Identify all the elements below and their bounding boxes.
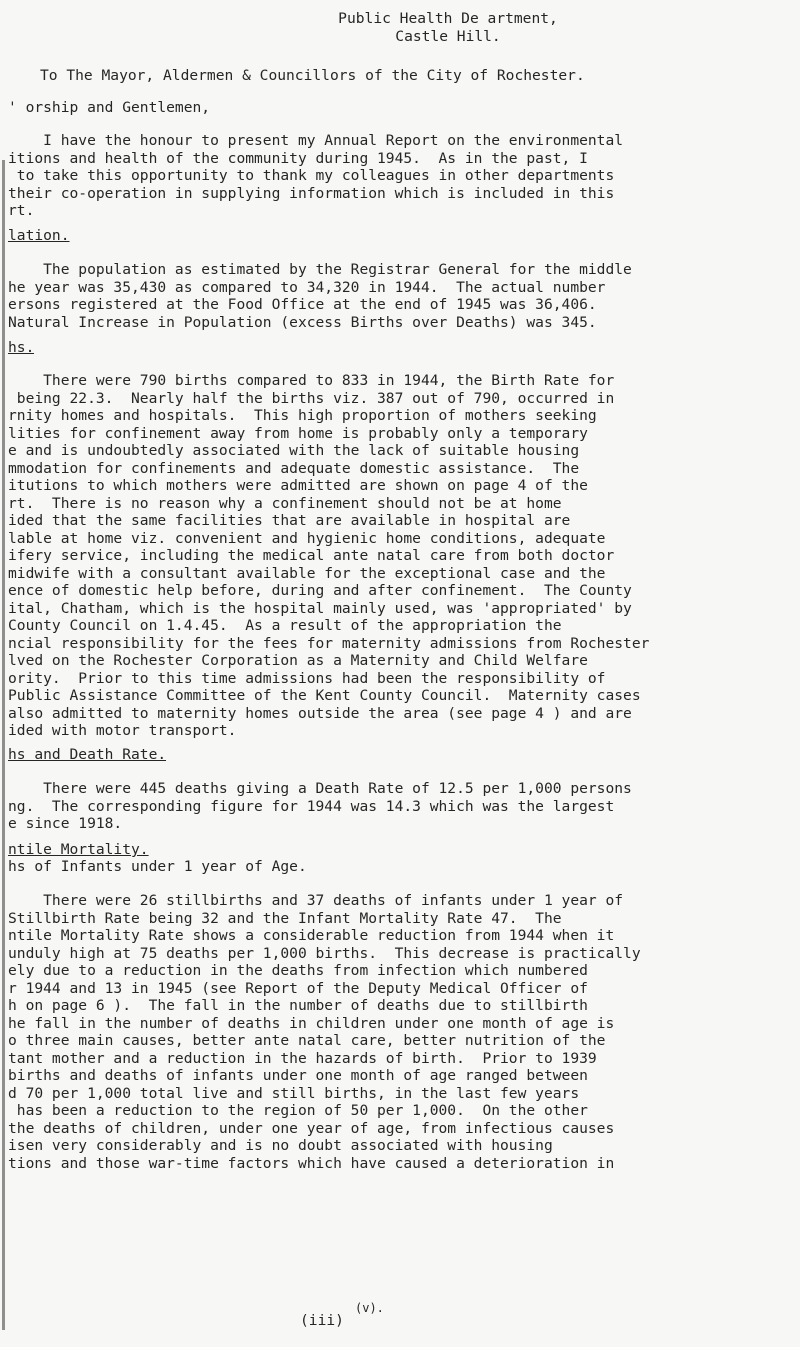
- text-line: ncial responsibility for the fees for maternity admissions from Rochester: [8, 634, 650, 652]
- text-line: rt. There is no reason why a confinement should not be at home: [8, 494, 562, 512]
- text-line: lities for confinement away from home is probably only a temporary: [8, 424, 588, 442]
- text-line: I have the honour to present my Annual Report on the environmental: [8, 132, 624, 149]
- text-line: ital, Chatham, which is the hospital mainly used, was 'appropriated' by: [8, 599, 632, 617]
- text-line: births and deaths of infants under one month of age ranged between: [8, 1067, 588, 1084]
- text-line: ersons registered at the Food Office at the end of 1945 was 36,406.: [8, 296, 597, 313]
- text-line: The population as estimated by the Registrar General for the middle: [8, 261, 632, 278]
- page-number: (iii): [300, 1312, 344, 1329]
- text-line: tant mother and a reduction in the hazards of birth. Prior to 1939: [8, 1049, 597, 1067]
- text-line: ided with motor transport.: [8, 722, 237, 739]
- text-line: r 1944 and 13 in 1945 (see Report of the Deputy Medical Officer of: [8, 979, 588, 997]
- text-line: ided that the same facilities that are available in hospital are: [8, 512, 571, 529]
- text-line: isen very considerably and is no doubt associated with housing: [8, 1137, 553, 1154]
- text-line: to take this opportunity to thank my colleagues in other departments: [8, 167, 615, 184]
- text-line: has been a reduction to the region of 50 per 1,000. On the other: [8, 1102, 588, 1119]
- greeting-line: ' orship and Gentlemen,: [8, 99, 211, 116]
- text-line: ifery service, including the medical ante natal care from both doctor: [8, 547, 615, 564]
- text-line: unduly high at 75 deaths per 1,000 births. This decrease is practically: [8, 944, 641, 962]
- text-line: County Council on 1.4.45. As a result of the appropriation the: [8, 617, 562, 634]
- text-line: the deaths of children, under one year of age, from infectious causes: [8, 1119, 615, 1137]
- text-line: rnity homes and hospitals. This high proportion of mothers seeking: [8, 407, 597, 424]
- text-line: he year was 35,430 as compared to 34,320 in 1944. The actual number: [8, 278, 606, 296]
- text-line: rt.: [8, 202, 35, 219]
- dept-name: Public Health De artment,: [338, 10, 558, 27]
- dept-address: Castle Hill.: [395, 28, 501, 45]
- text-line: he fall in the number of deaths in children under one month of age is: [8, 1014, 615, 1032]
- text-line: Stillbirth Rate being 32 and the Infant Mortality Rate 47. The: [8, 909, 562, 927]
- text-line: Natural Increase in Population (excess Births over Deaths) was 345.: [8, 313, 597, 331]
- handwritten-page-mark: (v).: [355, 1301, 384, 1315]
- text-line: There were 26 stillbirths and 37 deaths of infants under 1 year of: [8, 892, 624, 909]
- text-line: tions and those war-time factors which have caused a deterioration in: [8, 1154, 615, 1172]
- section-heading-deaths: hs and Death Rate.: [8, 746, 167, 763]
- text-line: itutions to which mothers were admitted are shown on page 4 of the: [8, 477, 588, 494]
- binding-edge-shadow: [2, 160, 5, 1330]
- text-line: ority. Prior to this time admissions had been the responsibility of: [8, 669, 606, 687]
- text-line: ence of domestic help before, during and after confinement. The County: [8, 582, 632, 599]
- text-line: also admitted to maternity homes outside the area (see page 4 ) and are: [8, 704, 632, 722]
- text-line: Public Assistance Committee of the Kent County Council. Maternity cases: [8, 687, 641, 704]
- text-line: There were 445 deaths giving a Death Rate of 12.5 per 1,000 persons: [8, 780, 632, 797]
- text-line: their co-operation in supplying information which is included in this: [8, 184, 615, 202]
- text-line: mmodation for confinements and adequate domestic assistance. The: [8, 459, 580, 477]
- text-line: There were 790 births compared to 833 in 1944, the Birth Rate for: [8, 372, 615, 389]
- text-line: being 22.3. Nearly half the births viz. 387 out of 790, occurred in: [8, 389, 615, 407]
- text-line: ely due to a reduction in the deaths from infection which numbered: [8, 962, 588, 979]
- text-line: e since 1918.: [8, 815, 123, 832]
- text-line: ntile Mortality Rate shows a considerable reduction from 1944 when it: [8, 927, 615, 944]
- text-line: lable at home viz. convenient and hygienic home conditions, adequate: [8, 529, 606, 547]
- text-line: o three main causes, better ante natal care, better nutrition of the: [8, 1032, 606, 1049]
- section-heading-infant-mortality: ntile Mortality.: [8, 841, 149, 858]
- text-line: lved on the Rochester Corporation as a Maternity and Child Welfare: [8, 652, 588, 669]
- section-heading-births: hs.: [8, 339, 35, 356]
- text-line: h on page 6 ). The fall in the number of deaths due to stillbirth: [8, 997, 588, 1014]
- text-line: e and is undoubtedly associated with the lack of suitable housing: [8, 442, 580, 459]
- text-line: itions and health of the community during 1945. As in the past, I: [8, 149, 588, 167]
- text-line: ng. The corresponding figure for 1944 was 14.3 which was the largest: [8, 797, 615, 815]
- text-line: midwife with a consultant available for the exceptional case and the: [8, 564, 606, 582]
- text-line: d 70 per 1,000 total live and still births, in the last few years: [8, 1084, 580, 1102]
- section-heading-population: lation.: [8, 227, 70, 244]
- addressee-line: To The Mayor, Aldermen & Councillors of the City of Rochester.: [40, 67, 585, 84]
- section-subheading-infants: hs of Infants under 1 year of Age.: [8, 858, 307, 875]
